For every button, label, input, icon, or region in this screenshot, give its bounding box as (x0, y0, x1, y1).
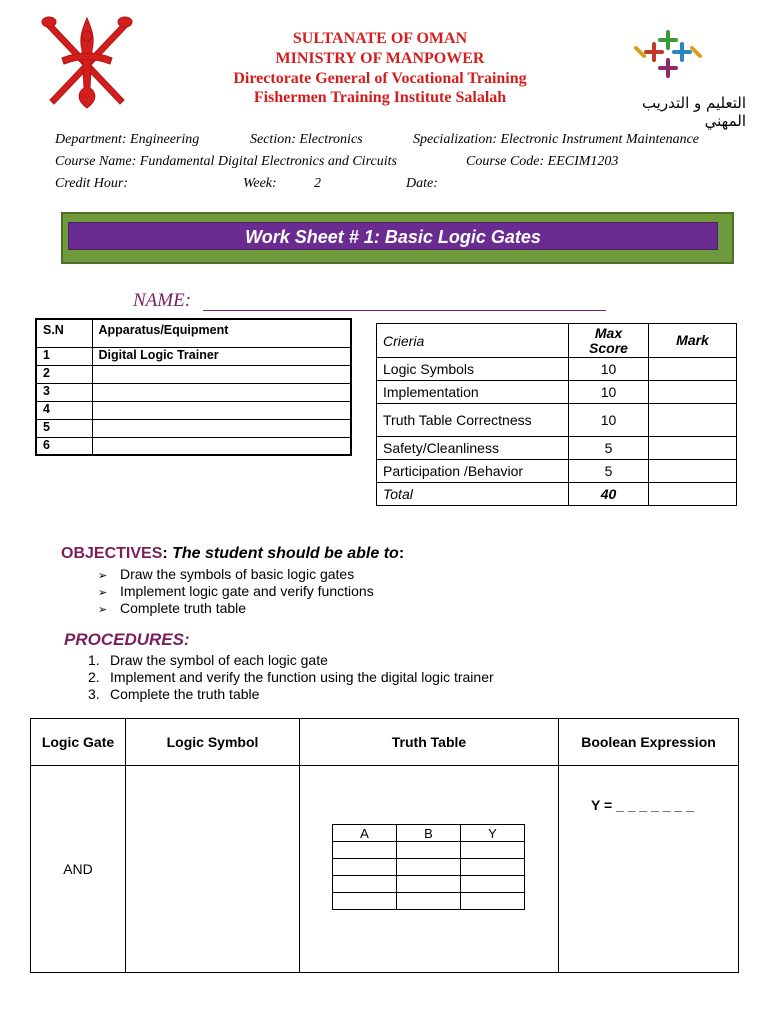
objective-item (98, 583, 374, 599)
step-text: Complete the truth table (110, 686, 260, 702)
mark-cell[interactable] (649, 460, 737, 483)
truth-cell[interactable] (333, 893, 397, 910)
criteria-name: Participation /Behavior (377, 460, 569, 483)
procedures-heading: PROCEDURES: (64, 630, 190, 649)
truth-cell[interactable] (461, 842, 525, 859)
step-number: 3. (88, 686, 100, 702)
total-value: 40 (569, 483, 649, 506)
name-label: NAME: (133, 290, 192, 311)
table-row (36, 365, 351, 383)
step-number: 2. (88, 669, 100, 685)
table-header-row (36, 319, 351, 347)
truth-cell[interactable] (333, 876, 397, 893)
equipment-cell[interactable] (92, 383, 351, 401)
procedure-step (88, 686, 259, 702)
table-row (377, 358, 737, 381)
equipment-cell[interactable] (92, 401, 351, 419)
column-header: Logic Gate (31, 719, 126, 766)
step-number: 1. (88, 652, 100, 668)
table-row (36, 383, 351, 401)
table-row (377, 381, 737, 404)
department-info: Department: Engineering (55, 132, 200, 147)
truth-table-row (333, 859, 525, 876)
arrow-bullet-icon: ➢ (98, 570, 108, 582)
week-label: Week: (243, 176, 277, 191)
row-number: 2 (36, 365, 92, 383)
criteria-name: Implementation (377, 381, 569, 404)
week-value: 2 (314, 176, 321, 191)
row-number: 5 (36, 419, 92, 437)
header-institute: Fishermen Training Institute Salalah (253, 89, 507, 106)
equipment-cell[interactable]: Digital Logic Trainer (92, 347, 351, 365)
credit-hour-label: Credit Hour: (55, 176, 128, 191)
mark-cell[interactable] (649, 404, 737, 437)
worksheet-title: Work Sheet # 1: Basic Logic Gates (68, 222, 718, 250)
step-text: Implement and verify the function using the digital logic trainer (110, 669, 494, 685)
total-row (377, 483, 737, 506)
objective-text: Implement logic gate and verify functions (120, 583, 374, 599)
procedure-step (88, 652, 328, 668)
procedure-step (88, 669, 494, 685)
truth-cell[interactable] (397, 859, 461, 876)
equipment-cell[interactable] (92, 419, 351, 437)
column-header: S.N (36, 319, 92, 347)
truth-cell[interactable] (461, 893, 525, 910)
course-name-info: Course Name: Fundamental Digital Electronics and Circuits (55, 154, 397, 169)
column-header: Truth Table (300, 719, 559, 766)
table-header-row (31, 719, 739, 766)
criteria-name: Safety/Cleanliness (377, 437, 569, 460)
truth-cell[interactable] (397, 893, 461, 910)
truth-table-header: A (333, 825, 397, 842)
table-row (36, 419, 351, 437)
objectives-heading (61, 545, 404, 563)
arabic-caption: التعليم و التدريب المهني (641, 94, 746, 130)
truth-table-row (333, 842, 525, 859)
row-number: 4 (36, 401, 92, 419)
arrow-bullet-icon: ➢ (98, 587, 108, 599)
mark-cell[interactable] (649, 437, 737, 460)
objectives-label: OBJECTIVES (61, 545, 163, 562)
course-code-info: Course Code: EECIM1203 (466, 154, 619, 169)
column-header: Crieria (377, 324, 569, 358)
max-score: 10 (569, 358, 649, 381)
truth-cell[interactable] (333, 859, 397, 876)
header-directorate: Directorate General of Vocational Training (233, 70, 527, 87)
objectives-lead-colon: : (398, 545, 405, 562)
table-row (36, 437, 351, 455)
truth-cell[interactable] (397, 876, 461, 893)
truth-table-header: Y (461, 825, 525, 842)
equipment-cell[interactable] (92, 365, 351, 383)
oman-emblem-logo (32, 8, 142, 118)
objectives-colon: : (162, 545, 168, 562)
truth-cell[interactable] (461, 876, 525, 893)
total-mark-cell[interactable] (649, 483, 737, 506)
criteria-name: Truth Table Correctness (377, 404, 569, 437)
objective-item (98, 566, 354, 582)
row-number: 3 (36, 383, 92, 401)
truth-table-header-row (333, 825, 525, 842)
table-row (36, 401, 351, 419)
column-header: Boolean Expression (559, 719, 739, 766)
table-row (377, 404, 737, 437)
objective-text: Draw the symbols of basic logic gates (120, 566, 355, 582)
truth-table-header: B (397, 825, 461, 842)
boolean-expression: Y = _ _ _ _ _ _ _ (591, 797, 694, 813)
column-header: Mark (649, 324, 737, 358)
max-score: 5 (569, 460, 649, 483)
table-row (36, 347, 351, 365)
truth-table-row (333, 893, 525, 910)
row-number: 6 (36, 437, 92, 455)
date-label: Date: (406, 176, 438, 191)
max-score: 10 (569, 404, 649, 437)
truth-cell[interactable] (397, 842, 461, 859)
mark-cell[interactable] (649, 358, 737, 381)
total-label: Total (377, 483, 569, 506)
objectives-lead: The student should be able to (167, 545, 399, 562)
max-score: 10 (569, 381, 649, 404)
logic-symbol-cell[interactable] (126, 766, 300, 973)
header-country: SULTANATE OF OMAN (292, 30, 468, 47)
column-header: Logic Symbol (126, 719, 300, 766)
objective-item (98, 600, 246, 616)
gate-name: AND (31, 766, 126, 973)
vocational-training-logo (624, 22, 712, 90)
table-header-row (377, 324, 737, 358)
column-header: Apparatus/Equipment (92, 319, 351, 347)
table-row (377, 460, 737, 483)
criteria-name: Logic Symbols (377, 358, 569, 381)
truth-cell[interactable] (333, 842, 397, 859)
specialization-info: Specialization: Electronic Instrument Maintenance (413, 132, 700, 147)
criteria-table (376, 323, 737, 506)
arrow-bullet-icon: ➢ (98, 604, 108, 616)
section-info: Section: Electronics (250, 132, 363, 147)
max-score: 5 (569, 437, 649, 460)
truth-table (332, 824, 525, 910)
truth-cell[interactable] (461, 859, 525, 876)
equipment-cell[interactable] (92, 437, 351, 455)
table-row (377, 437, 737, 460)
row-number: 1 (36, 347, 92, 365)
header-ministry: MINISTRY OF MANPOWER (275, 50, 485, 67)
mark-cell[interactable] (649, 381, 737, 404)
step-text: Draw the symbol of each logic gate (110, 652, 328, 668)
truth-table-row (333, 876, 525, 893)
column-header: Max Score (569, 324, 649, 358)
name-input-line[interactable] (203, 310, 606, 311)
objective-text: Complete truth table (120, 600, 247, 616)
apparatus-table (35, 318, 352, 456)
